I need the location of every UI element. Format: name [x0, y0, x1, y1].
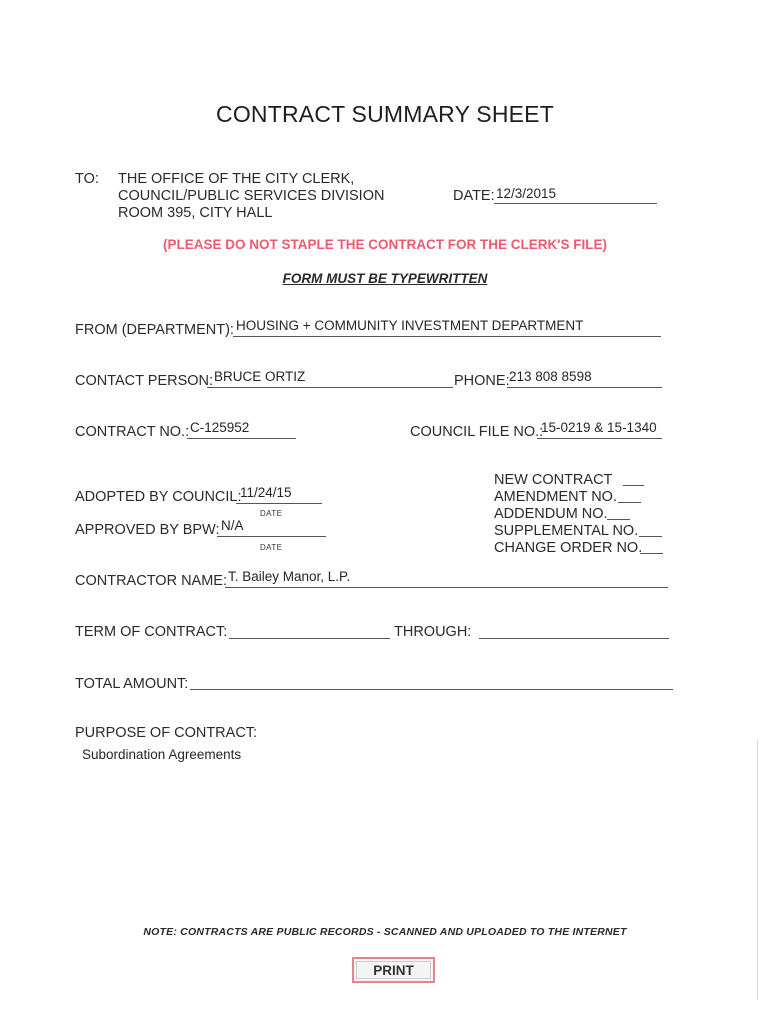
new-contract-label: NEW CONTRACT [494, 472, 613, 488]
contract-no-label: CONTRACT NO.: [75, 424, 190, 440]
contact-person-value[interactable]: BRUCE ORTIZ [214, 369, 306, 384]
staple-warning: (PLEASE DO NOT STAPLE THE CONTRACT FOR THE CLERK'S FILE) [163, 237, 607, 252]
addendum-no-blank[interactable] [607, 519, 630, 520]
adopted-by-council-value[interactable]: 11/24/15 [240, 485, 292, 500]
to-label: TO: [75, 171, 99, 187]
date-line [494, 203, 657, 204]
through-line [479, 638, 669, 639]
addendum-no-label: ADDENDUM NO. [494, 506, 608, 522]
public-records-note: NOTE: CONTRACTS ARE PUBLIC RECORDS - SCANNED AND UPLOADED TO THE INTERNET [143, 926, 627, 938]
approved-by-bpw-label: APPROVED BY BPW: [75, 522, 220, 538]
amendment-no-blank[interactable] [618, 502, 641, 503]
date-value[interactable]: 12/3/2015 [496, 186, 557, 201]
new-contract-blank[interactable] [623, 485, 644, 486]
from-department-label: FROM (DEPARTMENT): [75, 322, 234, 338]
council-file-no-line [537, 438, 662, 439]
contact-person-label: CONTACT PERSON: [75, 373, 214, 389]
contractor-name-label: CONTRACTOR NAME: [75, 573, 227, 589]
approved-by-bpw-value[interactable]: N/A [221, 518, 244, 533]
change-order-no-blank[interactable] [640, 553, 663, 554]
supplemental-no-label: SUPPLEMENTAL NO. [494, 523, 639, 539]
contractor-name-line [225, 587, 668, 588]
council-file-no-label: COUNCIL FILE NO.: [410, 424, 544, 440]
contract-no-value[interactable]: C-125952 [190, 420, 250, 435]
total-amount-label: TOTAL AMOUNT: [75, 676, 189, 692]
scan-edge-divider [757, 740, 758, 1000]
typewritten-note: FORM MUST BE TYPEWRITTEN [282, 271, 488, 286]
phone-line [507, 387, 662, 388]
purpose-value[interactable]: Subordination Agreements [82, 747, 242, 762]
from-department-value[interactable]: HOUSING + COMMUNITY INVESTMENT DEPARTMENT [236, 318, 584, 333]
adopted-date-caption: DATE [260, 509, 283, 518]
to-address-line-1: THE OFFICE OF THE CITY CLERK, [118, 171, 355, 187]
purpose-label: PURPOSE OF CONTRACT: [75, 725, 258, 741]
phone-label: PHONE: [454, 373, 510, 389]
approved-by-bpw-line [217, 536, 326, 537]
to-address-line-3: ROOM 395, CITY HALL [118, 205, 273, 221]
total-amount-line [190, 689, 673, 690]
phone-value[interactable]: 213 808 8598 [509, 369, 592, 384]
through-label: THROUGH: [394, 624, 472, 640]
council-file-no-value[interactable]: 15-0219 & 15-1340 [541, 420, 657, 435]
contact-person-line [207, 387, 453, 388]
adopted-by-council-label: ADOPTED BY COUNCIL: [75, 489, 242, 505]
change-order-no-label: CHANGE ORDER NO. [494, 540, 643, 556]
amendment-no-label: AMENDMENT NO. [494, 489, 617, 505]
approved-date-caption: DATE [260, 543, 283, 552]
contractor-name-value[interactable]: T. Bailey Manor, L.P. [228, 569, 351, 584]
page-title: CONTRACT SUMMARY SHEET [216, 101, 554, 127]
adopted-by-council-line [236, 503, 322, 504]
to-address-line-2: COUNCIL/PUBLIC SERVICES DIVISION [118, 188, 385, 204]
contract-no-line [187, 438, 296, 439]
term-of-contract-label: TERM OF CONTRACT: [75, 624, 228, 640]
from-department-line [233, 336, 661, 337]
date-label: DATE: [453, 188, 495, 204]
supplemental-no-blank[interactable] [639, 536, 662, 537]
print-button[interactable]: PRINT [352, 957, 435, 983]
term-of-contract-line [229, 638, 390, 639]
